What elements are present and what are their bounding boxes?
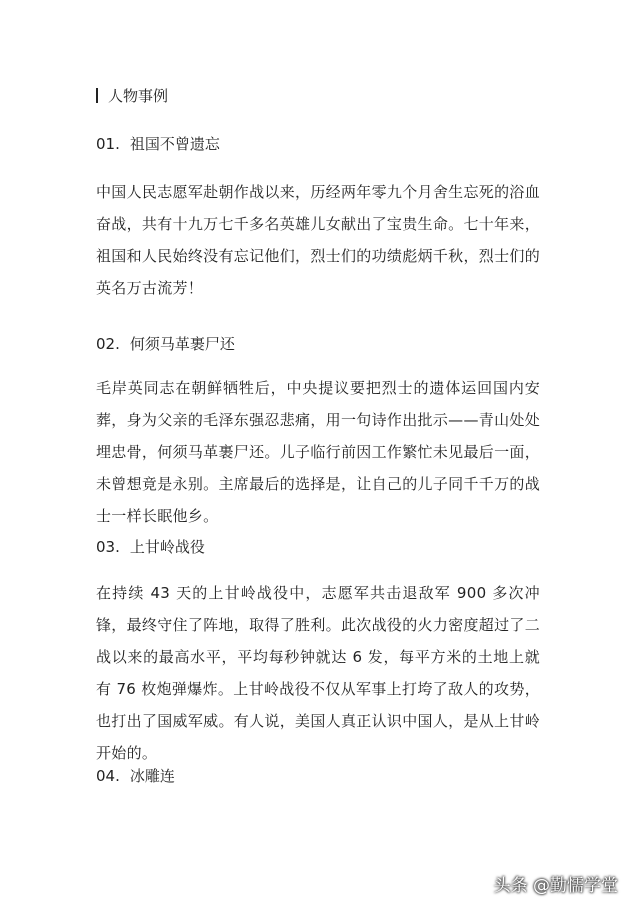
- heading-text: 人物事例: [108, 87, 169, 105]
- section-number: 02.: [96, 335, 120, 353]
- section-title-text: 上甘岭战役: [129, 538, 205, 556]
- section-number: 04.: [96, 767, 120, 785]
- section-title-02: [96, 334, 235, 354]
- section-heading: [96, 86, 168, 106]
- watermark: 头条 @勤懦学堂: [493, 876, 618, 896]
- section-body-01: 中国人民志愿军赴朝作战以来，历经两年零九个月舍生忘死的浴血奋战，共有十九万七千多名英雄儿女献出了宝贵生命。七十年来，祖国和人民始终没有忘记他们，烈士们的功绩彪炳千秋，烈士们的英名万古流芳！: [96, 183, 540, 297]
- section-body-02: 毛岸英同志在朝鲜牺牲后，中央提议要把烈士的遗体运回国内安葬，身为父亲的毛泽东强忍悲痛，用一句诗作出批示——青山处处埋忠骨，何须马革裹尸还。儿子临行前因工作繁忙未见最后一面，未曾想竟是永别。主席最后的选择是，让自己的儿子同千千万的战士一样长眠他乡。: [96, 379, 540, 525]
- section-title-01: [96, 134, 220, 154]
- section-title-text: 冰雕连: [129, 767, 175, 785]
- heading-bar: [96, 88, 98, 103]
- section-title-04: [96, 766, 175, 786]
- section-title-text: 祖国不曾遗忘: [129, 135, 220, 153]
- section-title-03: [96, 537, 205, 557]
- section-body-03: 在持续 43 天的上甘岭战役中，志愿军共击退敌军 900 多次冲锋，最终守住了阵地，取得了胜利。此次战役的火力密度超过了二战以来的最高水平，平均每秒钟就达 6 发，每平方米的土地上就有 76 枚炮弹爆炸。上甘岭战役不仅从军事上打垮了敌人的攻势，也打出了国威军威。有人说，美国人真正认识中国人，是从上甘岭开始的。: [96, 584, 540, 762]
- section-number: 03.: [96, 538, 120, 556]
- section-title-text: 何须马革裹尸还: [129, 335, 235, 353]
- section-number: 01.: [96, 135, 120, 153]
